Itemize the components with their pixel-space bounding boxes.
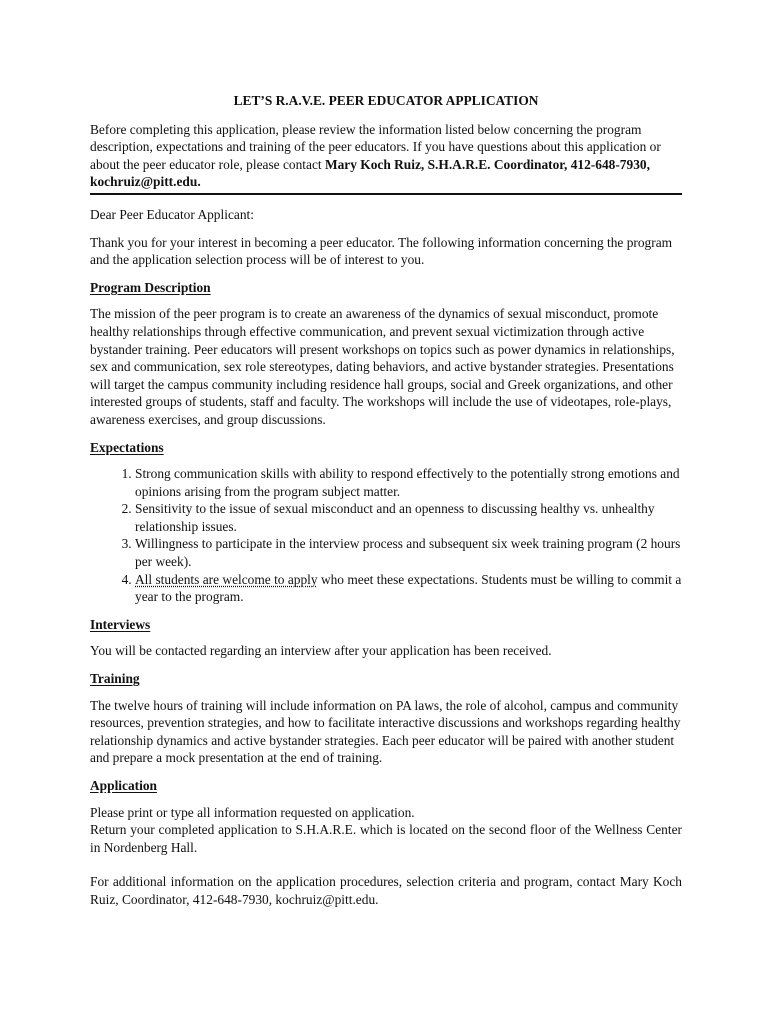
training-body: The twelve hours of training will include information on PA laws, the role of alcohol, campus and community resources, prevention strategies, and how to facilitate interactive discussions and workshops regarding healthy relationship dynamics and active bystander strategies. Each peer educator will be paired with another student and prepare a mock presentation at the end of training. bbox=[90, 697, 681, 766]
application-line-1: Please print or type all information requested on application. bbox=[90, 804, 415, 820]
expectation-item-4-rest: who meet these expectations. Students must be willing to commit a year to the program. bbox=[135, 571, 682, 605]
expectations-list bbox=[90, 465, 682, 606]
application-line-2: Return your completed application to S.H.A.R.E. which is located on the second floor of the Wellness Center in Nordenberg Hall. bbox=[90, 822, 682, 855]
intro-text: Before completing this application, please review the information listed below concerning the program description, expectations and training of the peer educators. If you have questions about this application or about the peer educator role, please contact bbox=[90, 121, 661, 172]
thanks-paragraph: Thank you for your interest in becoming a peer educator. The following information concerning the program and the application selection process will be of interest to you. bbox=[90, 234, 673, 268]
program-heading: Program Description bbox=[90, 279, 211, 295]
interviews-body: You will be contacted regarding an interview after your application has been received. bbox=[90, 643, 552, 659]
expectations-heading: Expectations bbox=[90, 439, 164, 455]
intro-contact: Mary Koch Ruiz, S.H.A.R.E. Coordinator, 412-648-7930, kochruiz@pitt.edu. bbox=[90, 156, 650, 190]
expectation-item-2: 2. Sensitivity to the issue of sexual misconduct and an openness to discussing healthy vs. unhealthy relationship issues. bbox=[135, 500, 682, 535]
expectation-item-1: 1. Strong communication skills with ability to respond effectively to the potentially strong emotions and opinions arising from the program subject matter. bbox=[135, 465, 682, 500]
interviews-heading: Interviews bbox=[90, 616, 151, 632]
expectation-item-4 bbox=[135, 571, 682, 606]
page-title: LET’S R.A.V.E. PEER EDUCATOR APPLICATION bbox=[233, 93, 539, 108]
application-heading: Application bbox=[90, 778, 157, 793]
application-line-3: For additional information on the application procedures, selection criteria and program, contact Mary Koch Ruiz, Coordinator, 412-648-7930, kochruiz@pitt.edu. bbox=[90, 874, 682, 907]
expectation-item-4-underlined: All students are welcome to apply bbox=[135, 571, 318, 587]
spacer bbox=[90, 856, 682, 873]
document-page bbox=[90, 92, 682, 909]
intro-paragraph bbox=[90, 121, 682, 195]
training-heading: Training bbox=[90, 671, 140, 687]
salutation: Dear Peer Educator Applicant: bbox=[90, 206, 254, 222]
expectation-item-3: 3. Willingness to participate in the interview process and subsequent six week training program (2 hours per week). bbox=[135, 535, 682, 570]
program-body: The mission of the peer program is to create an awareness of the dynamics of sexual misconduct, promote healthy relationships through effective communication, and prevent sexual victimization through active bystander training. Peer educators will present workshops on topics such as power dynamics in relationships, sex and communication, sex role stereotypes, dating behaviors, and active bystander strategies. Presentations will target the campus community including residence hall groups, social and Greek organizations, and other interested groups of students, staff and faculty. The workshops will include the use of videotapes, role-plays, awareness exercises, and group discussions. bbox=[90, 306, 675, 427]
